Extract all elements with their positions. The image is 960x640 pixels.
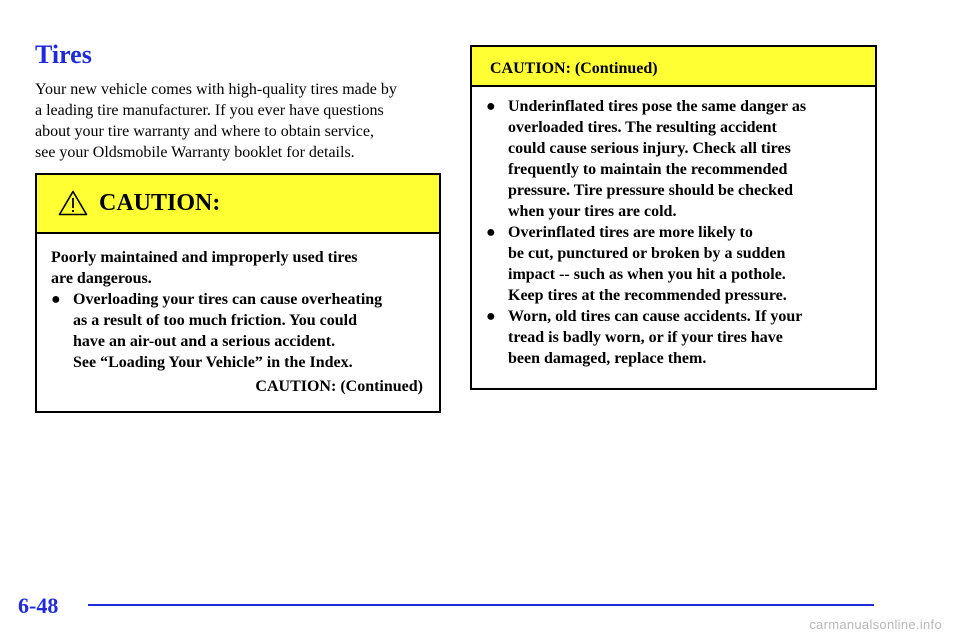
page-number: 6-48	[18, 593, 59, 618]
bullet-line: Overloading your tires can cause overheating	[73, 291, 383, 308]
bullet-line: when your tires are cold.	[508, 203, 677, 220]
caution-bullet	[486, 96, 859, 222]
footer-divider	[88, 604, 874, 606]
page-title: Tires	[35, 40, 92, 69]
bullet-line: frequently to maintain the recommended	[508, 161, 788, 178]
bullet-line: Worn, old tires can cause accidents. If your	[508, 308, 803, 325]
bullet-dot-icon: ●	[486, 308, 496, 325]
bullet-line: Overinflated tires are more likely to	[508, 224, 753, 241]
bullet-dot-icon: ●	[486, 98, 496, 115]
bullet-line: Keep tires at the recommended pressure.	[508, 287, 787, 304]
caution-continued-banner	[472, 47, 875, 87]
bullet-dot-icon: ●	[486, 224, 496, 241]
caution-lead-line: Poorly maintained and improperly used tires	[51, 249, 358, 266]
intro-line: a leading tire manufacturer. If you ever have questions	[35, 102, 384, 119]
caution-box	[35, 173, 441, 413]
caution-continued-body	[472, 87, 875, 369]
bullet-line: be cut, punctured or broken by a sudden	[508, 245, 786, 262]
bullet-line: impact -- such as when you hit a pothole.	[508, 266, 786, 283]
caution-lead-line: are dangerous.	[51, 270, 152, 287]
intro-line: Your new vehicle comes with high-quality tires made by	[35, 81, 397, 98]
intro-paragraph	[35, 79, 445, 163]
warning-triangle-icon	[58, 190, 88, 216]
caution-continued-box	[470, 45, 877, 390]
caution-body	[37, 234, 439, 397]
caution-continued-label: CAUTION: (Continued)	[255, 378, 423, 395]
bullet-line: overloaded tires. The resulting accident	[508, 119, 777, 136]
bullet-line: See “Loading Your Vehicle” in the Index.	[73, 354, 353, 371]
watermark: carmanualsonline.info	[809, 617, 942, 632]
bullet-line: tread is badly worn, or if your tires have	[508, 329, 783, 346]
bullet-line: have an air-out and a serious accident.	[73, 333, 336, 350]
caution-bullet	[486, 222, 859, 306]
bullet-dot-icon: ●	[51, 291, 61, 308]
bullet-line: been damaged, replace them.	[508, 350, 707, 367]
intro-line: about your tire warranty and where to obtain service,	[35, 123, 374, 140]
caution-continued-heading: CAUTION: (Continued)	[490, 60, 658, 77]
intro-line: see your Oldsmobile Warranty booklet for details.	[35, 144, 355, 161]
caution-bullet	[486, 306, 859, 369]
bullet-line: could cause serious injury. Check all tires	[508, 140, 791, 157]
caution-banner	[37, 175, 439, 234]
caution-bullet	[51, 289, 423, 373]
caution-heading: CAUTION:	[99, 190, 221, 216]
bullet-line: Underinflated tires pose the same danger as	[508, 98, 807, 115]
bullet-line: as a result of too much friction. You could	[73, 312, 357, 329]
bullet-line: pressure. Tire pressure should be checked	[508, 182, 794, 199]
